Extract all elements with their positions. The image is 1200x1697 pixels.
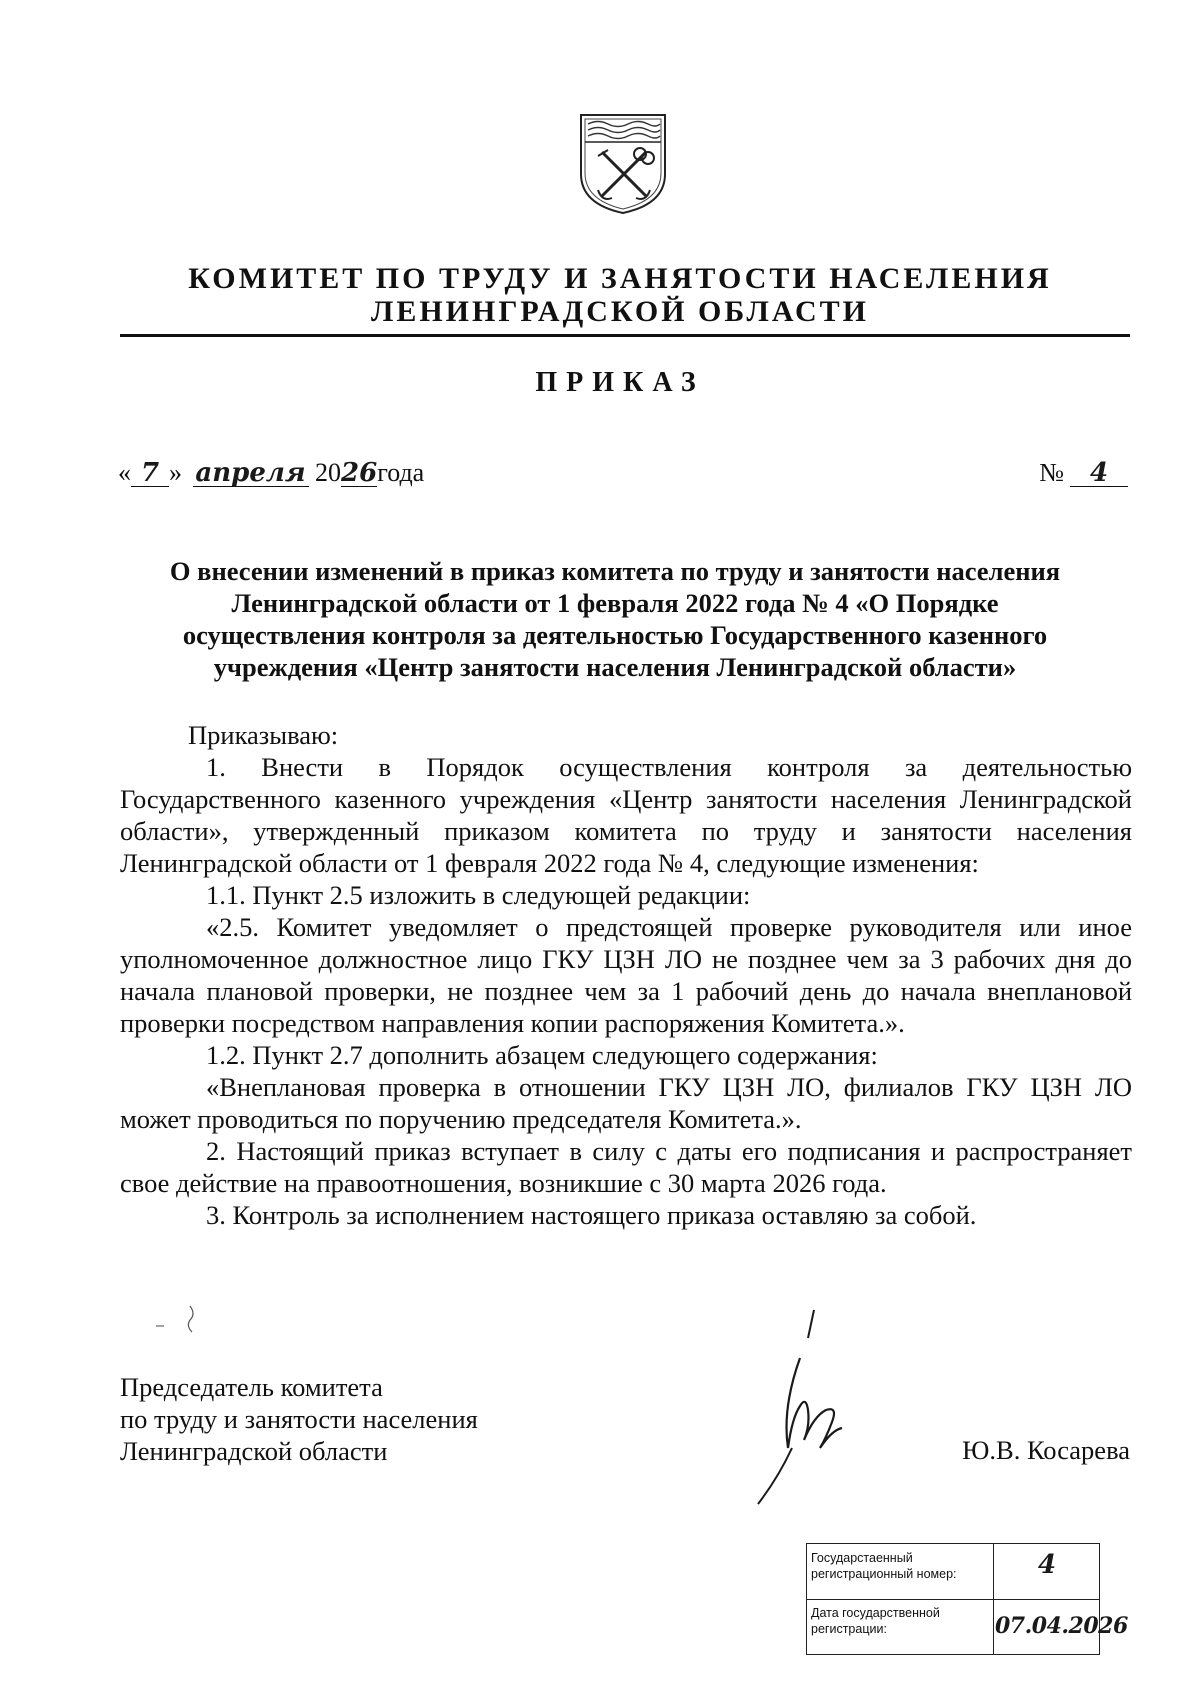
reg-date-label: Дата государственной регистрации: — [811, 1606, 940, 1636]
body-paragraph-1-2: 1.2. Пункт 2.7 дополнить абзацем следующего содержания: — [206, 1040, 878, 1070]
reg-number-value: 4 — [1037, 1550, 1057, 1580]
date-close-quote: » — [169, 458, 182, 487]
coat-of-arms-icon — [578, 112, 668, 216]
document-title — [140, 555, 1090, 683]
organization-name-line2: ЛЕНИНГРАДСКОЙ ОБЛАСТИ — [370, 295, 870, 328]
position-line3: Ленинградской области — [120, 1436, 388, 1466]
body-paragraph-3: 3. Контроль за исполнением настоящего приказа оставляю за собой. — [206, 1200, 977, 1230]
date-year-word: года — [377, 458, 425, 487]
stamp-row-date — [807, 1599, 1128, 1654]
order-number-value: 4 — [1070, 460, 1128, 487]
stamp-separator — [993, 1544, 994, 1599]
handwritten-signature — [748, 1298, 858, 1508]
title-line3: осуществления контроля за деятельностью Государственного казенного — [182, 620, 1048, 650]
body-paragraph-1: 1. Внести в Порядок осуществления контроля за деятельностью Государственного казенного учреждения «Центр занятости населения Ленинградской области», утвержденный приказом комитета по труду и занятости населения Ленинградской области от 1 февраля 2022 года № 4, следующие изменения: — [120, 752, 1132, 878]
body-paragraph-1-1: 1.1. Пункт 2.5 изложить в следующей редакции: — [206, 880, 751, 910]
date-day: 7 — [131, 460, 169, 487]
date-open-quote: « — [118, 458, 131, 487]
number-sign: № — [1039, 458, 1064, 487]
document-body — [120, 719, 1132, 1231]
organization-name — [110, 262, 1130, 328]
title-line1: О внесении изменений в приказ комитета по труду и занятости населения — [169, 556, 1061, 586]
organization-name-line1: КОМИТЕТ ПО ТРУДУ И ЗАНЯТОСТИ НАСЕЛЕНИЯ — [188, 262, 1052, 295]
body-paragraph-2: 2. Настоящий приказ вступает в силу с даты его подписания и распространяет свое действие на правоотношения, возникшие с 30 марта 2026 года. — [120, 1136, 1132, 1198]
stamp-row-number — [807, 1544, 1099, 1600]
body-paragraph-1-1-text: «2.5. Комитет уведомляет о предстоящей проверке руководителя или иное уполномоченное должностное лицо ГКУ ЦЗН ЛО не позднее чем за 3 рабочих дня до начала плановой проверки, не позднее чем за 1 рабочий день до начала внеплановой проверки посредством направления копии распоряжения Комитета.». — [120, 912, 1132, 1038]
registration-stamp — [806, 1543, 1128, 1655]
position-line2: по труду и занятости населения — [120, 1404, 478, 1434]
date-year-suffix: 26 — [341, 458, 378, 488]
signer-name: Ю.В. Косарева — [962, 1435, 1130, 1465]
body-intro: Приказываю: — [188, 720, 339, 750]
scan-mark — [150, 1300, 210, 1340]
header-divider — [120, 334, 1130, 337]
signatory-position — [120, 1371, 478, 1467]
date-year-prefix: 20 — [315, 458, 341, 487]
title-line4: учреждения «Центр занятости населения Ленинградской области» — [213, 652, 1017, 682]
order-number — [1039, 458, 1128, 488]
order-date — [118, 458, 424, 488]
document-type: ПРИКАЗ — [535, 367, 705, 398]
position-line1: Председатель комитета — [120, 1372, 383, 1402]
title-line2: Ленинградской области от 1 февраля 2022 года № 4 «О Порядке — [231, 588, 999, 618]
reg-number-label: Государстаенный регистрационный номер: — [811, 1551, 957, 1581]
date-month: апреля — [193, 460, 309, 487]
stamp-separator — [993, 1599, 994, 1654]
body-paragraph-1-2-text: «Внеплановая проверка в отношении ГКУ ЦЗН ЛО, филиалов ГКУ ЦЗН ЛО может проводиться по поручению председателя Комитета.». — [120, 1072, 1132, 1134]
reg-date-value: 07.04.2026 — [995, 1613, 1128, 1639]
